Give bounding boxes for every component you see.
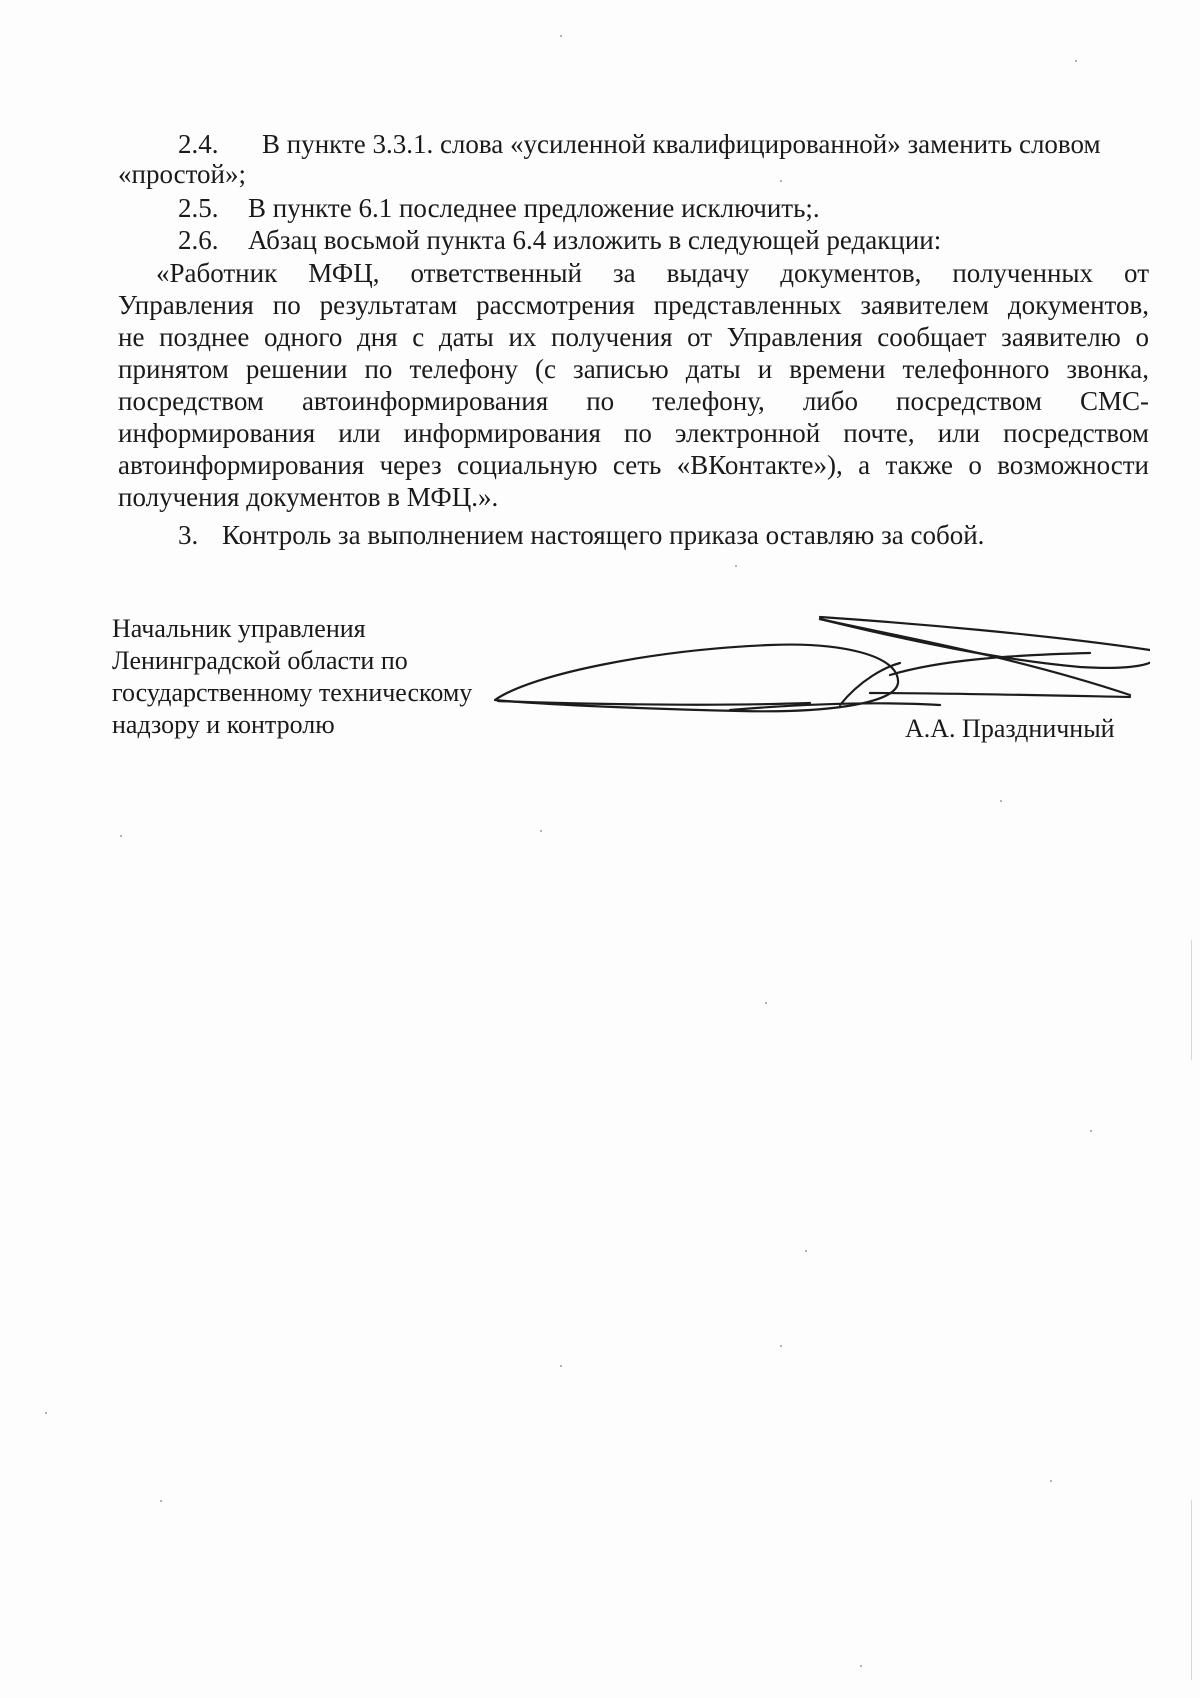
scan-speck bbox=[1050, 1480, 1052, 1482]
item-text: В пункте 6.1 последнее предложение исключить;. bbox=[248, 193, 820, 223]
item-number: 3. bbox=[178, 520, 199, 550]
scan-speck bbox=[735, 565, 737, 567]
scan-speck bbox=[780, 180, 782, 182]
scan-speck bbox=[765, 1002, 767, 1004]
item-3 bbox=[178, 519, 984, 551]
quote-line: не позднее одного дня с даты их получения от Управления сообщает заявителю о bbox=[118, 322, 1149, 352]
quote-line: получения документов в МФЦ.». bbox=[118, 482, 499, 512]
scan-edge-line bbox=[1191, 940, 1192, 1060]
scan-speck bbox=[120, 835, 122, 837]
item-text: В пункте 3.3.1. слова «усиленной квалифицированной» заменить словом bbox=[262, 129, 1101, 159]
quote-line: принятом решении по телефону (с записью даты и времени телефонного звонка, bbox=[118, 354, 1149, 384]
item-number: 2.5. bbox=[178, 193, 219, 223]
signatory-position-line: надзору и контролю bbox=[112, 710, 335, 739]
item-text: Абзац восьмой пункта 6.4 изложить в следующей редакции: bbox=[248, 225, 942, 255]
scan-edge-line bbox=[1191, 1500, 1192, 1680]
signatory-position-line: государственному техническому bbox=[112, 678, 473, 707]
signatory-position-line: Начальник управления bbox=[112, 614, 366, 643]
item-2-6 bbox=[178, 224, 941, 256]
scan-speck bbox=[540, 830, 542, 832]
item-number: 2.6. bbox=[178, 225, 219, 255]
scan-speck bbox=[560, 1365, 562, 1367]
scan-speck bbox=[1075, 60, 1077, 62]
scan-speck bbox=[860, 1665, 862, 1667]
item-2-4-continuation: «простой»; bbox=[118, 159, 246, 189]
quote-line: «Работник МФЦ, ответственный за выдачу документов, полученных от bbox=[156, 258, 1149, 288]
scan-speck bbox=[780, 1345, 782, 1347]
quote-line: информирования или информирования по электронной почте, или посредством bbox=[118, 418, 1149, 448]
scan-speck bbox=[1090, 1130, 1092, 1132]
scan-speck bbox=[560, 35, 562, 37]
item-2-4 bbox=[178, 128, 1101, 160]
handwritten-signature bbox=[490, 605, 1150, 735]
item-number: 2.4. bbox=[178, 129, 219, 159]
quote-line: Управления по результатам рассмотрения представленных заявителем документов, bbox=[118, 290, 1149, 320]
item-2-5 bbox=[178, 192, 820, 224]
scan-speck bbox=[805, 1250, 807, 1252]
scan-speck bbox=[45, 1412, 47, 1414]
item-text: Контроль за выполнением настоящего приказа оставляю за собой. bbox=[222, 520, 985, 550]
quote-line: автоинформирования через социальную сеть «ВКонтакте»), а также о возможности bbox=[118, 450, 1149, 480]
signatory-position-line: Ленинградской области по bbox=[112, 646, 408, 675]
scan-speck bbox=[160, 1500, 162, 1502]
quote-line: посредством автоинформирования по телефону, либо посредством СМС- bbox=[118, 386, 1149, 416]
signatory-name: А.А. Праздничный bbox=[905, 714, 1115, 743]
scan-speck bbox=[1000, 800, 1002, 802]
